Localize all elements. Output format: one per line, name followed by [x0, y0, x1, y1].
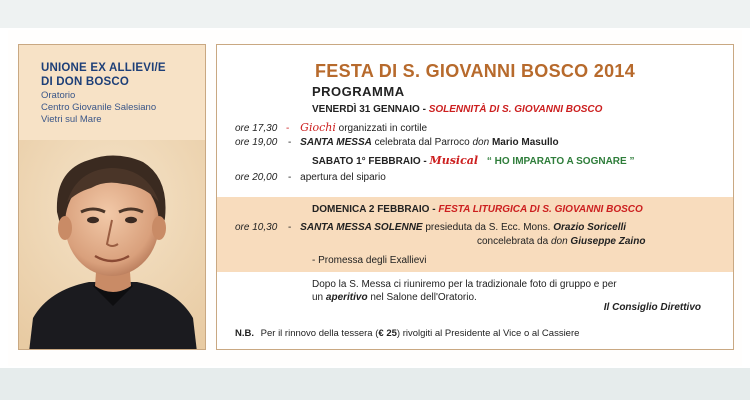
event-row-giochi [235, 121, 427, 135]
sunday-band [217, 197, 733, 272]
don-bosco-portrait [19, 140, 206, 350]
promessa-row: - Promessa degli Exallievi [312, 255, 427, 266]
closing-line-2 [312, 291, 477, 304]
santa-messa-label: SANTA MESSA [300, 137, 372, 148]
aperitivo-word: aperitivo [325, 292, 368, 303]
top-band [0, 0, 750, 28]
concelebrata-text: concelebrata da [477, 236, 549, 247]
sunday-title: FESTA LITURGICA DI S. GIOVANNI BOSCO [438, 204, 643, 215]
association-name-line2: DI DON BOSCO [41, 76, 130, 88]
nb-text-2: ) rivolgiti al Presidente al Vice o al Cassiere [396, 328, 580, 339]
nb-price: € 25 [378, 328, 397, 339]
saturday-date: SABATO 1° FEBBRAIO - [312, 156, 427, 167]
nb-label: N.B. [235, 328, 254, 339]
program-heading: PROGRAMMA [312, 84, 405, 99]
musical-word: Musical [429, 154, 479, 167]
time-2000: ore 20,00 [235, 172, 278, 183]
priest-name: Giuseppe Zaino [570, 236, 646, 247]
dash-messa: - [288, 137, 292, 148]
closing-un: un [312, 292, 324, 303]
association-name [41, 61, 201, 89]
signature: Il Consiglio Direttivo [603, 302, 701, 313]
subtitle-oratorio: Oratorio [41, 90, 76, 101]
concelebrata-row [477, 235, 645, 248]
giochi-word: Giochi [300, 121, 336, 134]
friday-title: SOLENNITÀ DI S. GIOVANNI BOSCO [428, 104, 603, 115]
membership-note [235, 328, 579, 339]
event-row-messa [235, 136, 559, 149]
subtitle-city: Vietri sul Mare [41, 114, 102, 125]
program-panel [216, 44, 734, 350]
association-name-line1: UNIONE EX ALLIEVI/E [41, 62, 166, 74]
don-label-2: don [550, 236, 568, 247]
time-1900: ore 19,00 [235, 137, 278, 148]
bottom-band [0, 368, 750, 400]
dash-sunday: - [288, 222, 292, 233]
poster [8, 30, 742, 366]
messa-solenne-label: SANTA MESSA SOLENNE [300, 222, 423, 233]
left-panel [18, 44, 206, 350]
event-title: FESTA DI S. GIOVANNI BOSCO 2014 [314, 61, 636, 81]
subtitle-centro: Centro Giovanile Salesiano [41, 102, 157, 113]
friday-date: VENERDÌ 31 GENNAIO - [312, 104, 426, 115]
don-label-1: don [472, 137, 490, 148]
bishop-name: Orazio Soricelli [553, 222, 627, 233]
musical-title: “ HO IMPARATO A SOGNARE ” [486, 156, 635, 167]
friday-line [312, 103, 602, 116]
closing-rest: nel Salone dell'Oratorio. [370, 292, 477, 303]
sunday-date: DOMENICA 2 FEBBRAIO - [312, 204, 436, 215]
saturday-line [312, 154, 634, 168]
event-row-sipario [235, 171, 386, 184]
dash-sipario: - [288, 172, 292, 183]
sunday-messa-row [235, 221, 626, 234]
closing-line-1: Dopo la S. Messa ci riuniremo per la tradizionale foto di gruppo e per [312, 279, 617, 290]
celebrata-text: celebrata dal Parroco [374, 137, 470, 148]
association-subtitle [41, 90, 206, 126]
time-1730: ore 17,30 [235, 123, 278, 134]
dash-giochi: - [286, 123, 290, 134]
giochi-description: organizzati in cortile [338, 123, 428, 134]
sunday-line [312, 203, 643, 216]
time-1030: ore 10,30 [235, 222, 278, 233]
nb-text-1: Per il rinnovo della tessera ( [260, 328, 379, 339]
presieduta-text: presieduta da S. Ecc. Mons. [425, 222, 551, 233]
parroco-name: Mario Masullo [491, 137, 559, 148]
sipario-text: apertura del sipario [300, 172, 386, 183]
